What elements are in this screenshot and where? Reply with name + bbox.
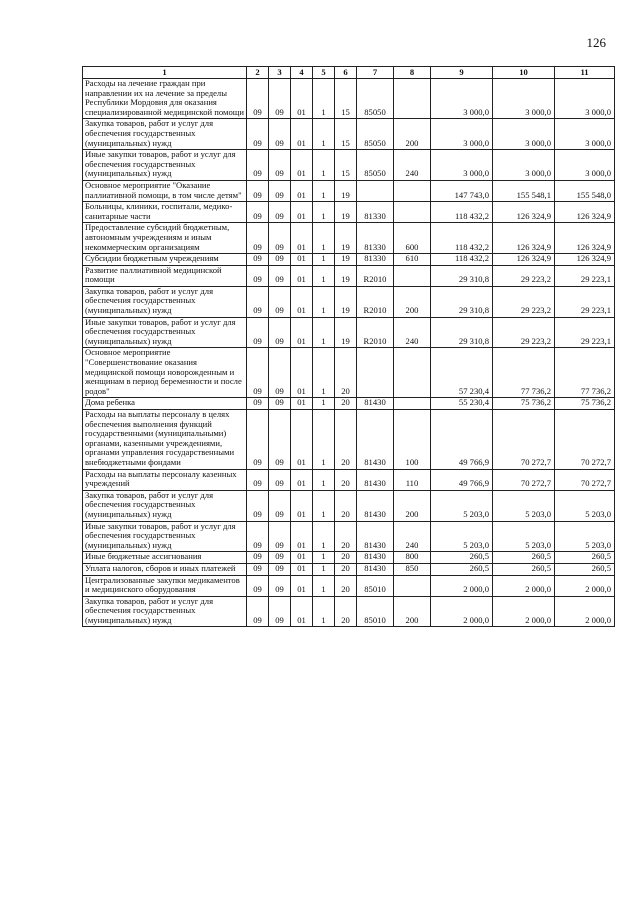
cell-c6: 20 (335, 490, 357, 521)
cell-c7: 81430 (357, 521, 394, 552)
cell-c3: 09 (269, 254, 291, 266)
cell-c2: 09 (247, 563, 269, 575)
cell-c6: 20 (335, 563, 357, 575)
cell-c5: 1 (313, 254, 335, 266)
column-header: 8 (394, 67, 431, 79)
cell-c10: 29 223,2 (493, 265, 555, 286)
cell-c8: 200 (394, 596, 431, 627)
cell-c2: 09 (247, 410, 269, 470)
cell-c7: 85050 (357, 79, 394, 119)
cell-c8: 110 (394, 469, 431, 490)
table-row (83, 286, 615, 317)
cell-c4: 01 (291, 563, 313, 575)
cell-c2: 09 (247, 202, 269, 223)
cell-c9: 118 432,2 (431, 202, 493, 223)
cell-c8: 850 (394, 563, 431, 575)
cell-c8: 240 (394, 521, 431, 552)
cell-c8 (394, 202, 431, 223)
cell-c11: 155 548,0 (555, 180, 615, 201)
cell-c2: 09 (247, 286, 269, 317)
cell-c11: 2 000,0 (555, 575, 615, 596)
cell-c2: 09 (247, 521, 269, 552)
cell-c7: 85010 (357, 596, 394, 627)
table-row (83, 254, 615, 266)
row-name: Основное мероприятие "Оказание паллиативной помощи, в том числе детям" (83, 180, 247, 201)
cell-c4: 01 (291, 254, 313, 266)
cell-c6: 19 (335, 180, 357, 201)
cell-c6: 19 (335, 317, 357, 348)
column-header: 9 (431, 67, 493, 79)
table-body (83, 79, 615, 627)
cell-c9: 29 310,8 (431, 286, 493, 317)
row-name: Развитие паллиативной медицинской помощи (83, 265, 247, 286)
cell-c5: 1 (313, 223, 335, 254)
header-row (83, 67, 615, 79)
cell-c8 (394, 398, 431, 410)
cell-c4: 01 (291, 469, 313, 490)
cell-c6: 19 (335, 202, 357, 223)
page-number: 126 (586, 35, 606, 50)
cell-c3: 09 (269, 202, 291, 223)
cell-c10: 5 203,0 (493, 521, 555, 552)
cell-c10: 155 548,1 (493, 180, 555, 201)
cell-c10: 126 324,9 (493, 223, 555, 254)
cell-c10: 5 203,0 (493, 490, 555, 521)
cell-c3: 09 (269, 150, 291, 181)
cell-c2: 09 (247, 469, 269, 490)
cell-c9: 57 230,4 (431, 348, 493, 398)
cell-c5: 1 (313, 552, 335, 564)
cell-c7: 81430 (357, 469, 394, 490)
cell-c4: 01 (291, 552, 313, 564)
row-name: Расходы на выплаты персоналу казенных учреждений (83, 469, 247, 490)
cell-c3: 09 (269, 563, 291, 575)
cell-c8: 600 (394, 223, 431, 254)
cell-c11: 70 272,7 (555, 469, 615, 490)
cell-c7: 81330 (357, 254, 394, 266)
cell-c9: 2 000,0 (431, 596, 493, 627)
cell-c5: 1 (313, 317, 335, 348)
cell-c4: 01 (291, 180, 313, 201)
cell-c6: 20 (335, 552, 357, 564)
cell-c5: 1 (313, 265, 335, 286)
cell-c9: 49 766,9 (431, 410, 493, 470)
cell-c2: 09 (247, 317, 269, 348)
row-name: Дома ребенка (83, 398, 247, 410)
cell-c7: 81430 (357, 563, 394, 575)
row-name: Централизованные закупки медикаментов и медицинского оборудования (83, 575, 247, 596)
table-row (83, 79, 615, 119)
cell-c7: 85050 (357, 150, 394, 181)
cell-c2: 09 (247, 552, 269, 564)
cell-c9: 118 432,2 (431, 223, 493, 254)
column-header: 5 (313, 67, 335, 79)
cell-c10: 3 000,0 (493, 150, 555, 181)
cell-c5: 1 (313, 286, 335, 317)
cell-c4: 01 (291, 265, 313, 286)
table-row (83, 596, 615, 627)
cell-c7 (357, 180, 394, 201)
cell-c4: 01 (291, 398, 313, 410)
cell-c3: 09 (269, 398, 291, 410)
cell-c3: 09 (269, 596, 291, 627)
cell-c11: 29 223,1 (555, 317, 615, 348)
cell-c7: 81430 (357, 490, 394, 521)
cell-c6: 20 (335, 521, 357, 552)
row-name: Закупка товаров, работ и услуг для обеспечения государственных (муниципальных) нужд (83, 596, 247, 627)
cell-c6: 20 (335, 348, 357, 398)
cell-c5: 1 (313, 410, 335, 470)
cell-c5: 1 (313, 79, 335, 119)
cell-c2: 09 (247, 180, 269, 201)
cell-c10: 2 000,0 (493, 596, 555, 627)
cell-c4: 01 (291, 348, 313, 398)
row-name: Иные закупки товаров, работ и услуг для обеспечения государственных (муниципальных) нужд (83, 521, 247, 552)
cell-c8 (394, 180, 431, 201)
cell-c11: 126 324,9 (555, 254, 615, 266)
cell-c2: 09 (247, 596, 269, 627)
cell-c7: R2010 (357, 286, 394, 317)
cell-c7: 81430 (357, 410, 394, 470)
cell-c7: R2010 (357, 265, 394, 286)
cell-c5: 1 (313, 521, 335, 552)
cell-c3: 09 (269, 317, 291, 348)
cell-c3: 09 (269, 223, 291, 254)
cell-c2: 09 (247, 575, 269, 596)
column-header: 1 (83, 67, 247, 79)
cell-c9: 29 310,8 (431, 317, 493, 348)
cell-c6: 19 (335, 265, 357, 286)
cell-c11: 3 000,0 (555, 150, 615, 181)
column-header: 6 (335, 67, 357, 79)
cell-c8: 240 (394, 317, 431, 348)
cell-c2: 09 (247, 348, 269, 398)
cell-c4: 01 (291, 286, 313, 317)
cell-c10: 3 000,0 (493, 119, 555, 150)
table-row (83, 202, 615, 223)
cell-c9: 260,5 (431, 563, 493, 575)
column-header: 3 (269, 67, 291, 79)
cell-c3: 09 (269, 469, 291, 490)
cell-c8: 100 (394, 410, 431, 470)
cell-c4: 01 (291, 119, 313, 150)
row-name: Основное мероприятие "Совершенствование оказания медицинской помощи новорожденным и женщинам в период беременности и после родов" (83, 348, 247, 398)
row-name: Предоставление субсидий бюджетным, автономным учреждениям и иным некоммерческим организациям (83, 223, 247, 254)
cell-c3: 09 (269, 521, 291, 552)
column-header: 7 (357, 67, 394, 79)
cell-c7 (357, 348, 394, 398)
cell-c11: 77 736,2 (555, 348, 615, 398)
cell-c8: 610 (394, 254, 431, 266)
cell-c9: 3 000,0 (431, 150, 493, 181)
cell-c4: 01 (291, 521, 313, 552)
cell-c7: 81330 (357, 223, 394, 254)
cell-c11: 29 223,1 (555, 286, 615, 317)
cell-c9: 5 203,0 (431, 521, 493, 552)
cell-c8: 800 (394, 552, 431, 564)
cell-c9: 118 432,2 (431, 254, 493, 266)
cell-c11: 5 203,0 (555, 490, 615, 521)
cell-c5: 1 (313, 469, 335, 490)
cell-c8: 200 (394, 490, 431, 521)
cell-c5: 1 (313, 119, 335, 150)
cell-c3: 09 (269, 79, 291, 119)
cell-c11: 2 000,0 (555, 596, 615, 627)
cell-c9: 55 230,4 (431, 398, 493, 410)
row-name: Закупка товаров, работ и услуг для обеспечения государственных (муниципальных) нужд (83, 286, 247, 317)
row-name: Расходы на выплаты персоналу в целях обеспечения выполнения функций государственными (муниципальными) органами, казенными учреждениями, органами управления государственными внебюджетными фондами (83, 410, 247, 470)
cell-c9: 3 000,0 (431, 79, 493, 119)
budget-table (82, 66, 615, 627)
cell-c3: 09 (269, 410, 291, 470)
row-name: Иные бюджетные ассигнования (83, 552, 247, 564)
cell-c11: 126 324,9 (555, 202, 615, 223)
table-row (83, 469, 615, 490)
cell-c9: 49 766,9 (431, 469, 493, 490)
cell-c8 (394, 348, 431, 398)
cell-c6: 15 (335, 79, 357, 119)
cell-c10: 260,5 (493, 552, 555, 564)
row-name: Иные закупки товаров, работ и услуг для обеспечения государственных (муниципальных) нужд (83, 317, 247, 348)
table-row (83, 521, 615, 552)
cell-c3: 09 (269, 490, 291, 521)
cell-c3: 09 (269, 575, 291, 596)
cell-c3: 09 (269, 286, 291, 317)
cell-c7: 81330 (357, 202, 394, 223)
cell-c10: 3 000,0 (493, 79, 555, 119)
table-row (83, 398, 615, 410)
cell-c10: 260,5 (493, 563, 555, 575)
cell-c10: 126 324,9 (493, 254, 555, 266)
cell-c5: 1 (313, 348, 335, 398)
row-name: Больницы, клиники, госпитали, медико-санитарные части (83, 202, 247, 223)
row-name: Расходы на лечение граждан при направлении их на лечение за пределы Республики Мордовия для оказания специализированной медицинской помощи (83, 79, 247, 119)
table-row (83, 552, 615, 564)
cell-c6: 19 (335, 223, 357, 254)
row-name: Субсидии бюджетным учреждениям (83, 254, 247, 266)
cell-c4: 01 (291, 223, 313, 254)
table-row (83, 150, 615, 181)
cell-c8: 240 (394, 150, 431, 181)
cell-c5: 1 (313, 150, 335, 181)
cell-c11: 260,5 (555, 552, 615, 564)
cell-c2: 09 (247, 398, 269, 410)
cell-c2: 09 (247, 490, 269, 521)
column-header: 10 (493, 67, 555, 79)
cell-c6: 19 (335, 254, 357, 266)
row-name: Иные закупки товаров, работ и услуг для обеспечения государственных (муниципальных) нужд (83, 150, 247, 181)
column-header: 2 (247, 67, 269, 79)
cell-c2: 09 (247, 223, 269, 254)
cell-c3: 09 (269, 552, 291, 564)
cell-c7: 85050 (357, 119, 394, 150)
table-row (83, 180, 615, 201)
cell-c3: 09 (269, 265, 291, 286)
cell-c10: 75 736,2 (493, 398, 555, 410)
cell-c3: 09 (269, 348, 291, 398)
cell-c9: 5 203,0 (431, 490, 493, 521)
cell-c9: 147 743,0 (431, 180, 493, 201)
cell-c11: 3 000,0 (555, 119, 615, 150)
cell-c4: 01 (291, 202, 313, 223)
cell-c11: 75 736,2 (555, 398, 615, 410)
cell-c6: 19 (335, 286, 357, 317)
cell-c10: 70 272,7 (493, 410, 555, 470)
cell-c5: 1 (313, 596, 335, 627)
table-row (83, 265, 615, 286)
cell-c10: 2 000,0 (493, 575, 555, 596)
cell-c6: 20 (335, 469, 357, 490)
cell-c8: 200 (394, 119, 431, 150)
cell-c11: 260,5 (555, 563, 615, 575)
cell-c7: 85010 (357, 575, 394, 596)
cell-c10: 77 736,2 (493, 348, 555, 398)
cell-c2: 09 (247, 254, 269, 266)
table-row (83, 563, 615, 575)
cell-c5: 1 (313, 202, 335, 223)
cell-c5: 1 (313, 490, 335, 521)
cell-c4: 01 (291, 575, 313, 596)
cell-c5: 1 (313, 180, 335, 201)
row-name: Закупка товаров, работ и услуг для обеспечения государственных (муниципальных) нужд (83, 490, 247, 521)
cell-c8 (394, 79, 431, 119)
cell-c5: 1 (313, 398, 335, 410)
table-row (83, 348, 615, 398)
cell-c3: 09 (269, 119, 291, 150)
table-row (83, 317, 615, 348)
cell-c9: 2 000,0 (431, 575, 493, 596)
cell-c7: R2010 (357, 317, 394, 348)
cell-c4: 01 (291, 150, 313, 181)
cell-c5: 1 (313, 563, 335, 575)
cell-c11: 3 000,0 (555, 79, 615, 119)
cell-c4: 01 (291, 79, 313, 119)
cell-c8: 200 (394, 286, 431, 317)
cell-c8 (394, 265, 431, 286)
cell-c11: 29 223,1 (555, 265, 615, 286)
cell-c2: 09 (247, 150, 269, 181)
table-row (83, 119, 615, 150)
cell-c10: 126 324,9 (493, 202, 555, 223)
row-name: Закупка товаров, работ и услуг для обеспечения государственных (муниципальных) нужд (83, 119, 247, 150)
cell-c7: 81430 (357, 552, 394, 564)
cell-c8 (394, 575, 431, 596)
cell-c2: 09 (247, 119, 269, 150)
cell-c5: 1 (313, 575, 335, 596)
cell-c9: 260,5 (431, 552, 493, 564)
table-row (83, 575, 615, 596)
cell-c10: 70 272,7 (493, 469, 555, 490)
cell-c9: 29 310,8 (431, 265, 493, 286)
cell-c11: 5 203,0 (555, 521, 615, 552)
cell-c6: 15 (335, 119, 357, 150)
table-row (83, 223, 615, 254)
cell-c2: 09 (247, 79, 269, 119)
cell-c2: 09 (247, 265, 269, 286)
cell-c11: 126 324,9 (555, 223, 615, 254)
cell-c6: 15 (335, 150, 357, 181)
cell-c6: 20 (335, 575, 357, 596)
cell-c10: 29 223,2 (493, 286, 555, 317)
cell-c4: 01 (291, 596, 313, 627)
cell-c11: 70 272,7 (555, 410, 615, 470)
cell-c4: 01 (291, 410, 313, 470)
column-header: 11 (555, 67, 615, 79)
cell-c6: 20 (335, 410, 357, 470)
cell-c4: 01 (291, 317, 313, 348)
cell-c6: 20 (335, 398, 357, 410)
table-row (83, 490, 615, 521)
row-name: Уплата налогов, сборов и иных платежей (83, 563, 247, 575)
cell-c9: 3 000,0 (431, 119, 493, 150)
table-row (83, 410, 615, 470)
cell-c4: 01 (291, 490, 313, 521)
cell-c3: 09 (269, 180, 291, 201)
cell-c6: 20 (335, 596, 357, 627)
cell-c10: 29 223,2 (493, 317, 555, 348)
cell-c7: 81430 (357, 398, 394, 410)
column-header: 4 (291, 67, 313, 79)
